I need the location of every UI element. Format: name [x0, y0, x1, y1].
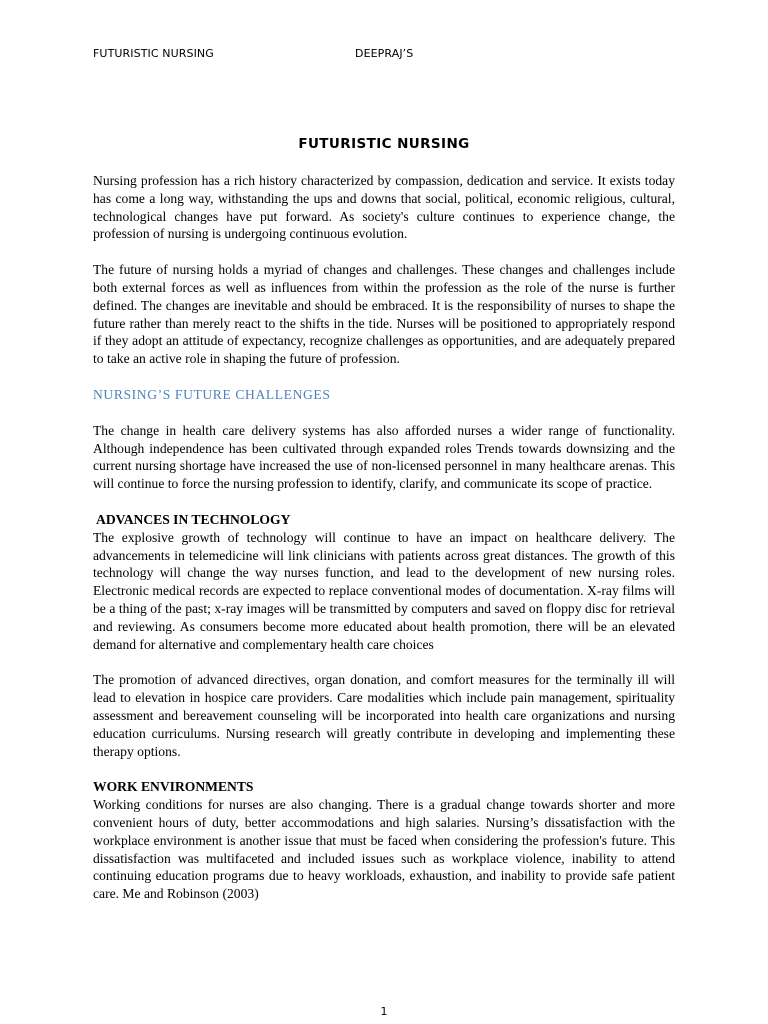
work-heading: WORK ENVIRONMENTS: [93, 779, 254, 795]
future-paragraph: The future of nursing holds a myriad of changes and challenges. These changes and challenges include both external forces as well as influences from within the profession as the role of the nurse is further defined. The changes are inevitable and should be embraced. It is the responsibility of nurses to shape the future rather than merely react to the shifts in the tide. Nurses will be positioned to appropriately respond if they adopt an attitude of expectancy, recognize challenges as opportunities, and are adequately prepared to take an active role in shaping the future of profession.: [93, 262, 675, 367]
intro-paragraph: Nursing profession has a rich history characterized by compassion, dedication and service. It exists today has come a long way, withstanding the ups and downs that social, political, economic religious, cultural, technological changes have put forward. As society's culture continues to experience change, the profession of nursing is undergoing continuous evolution.: [93, 173, 675, 242]
challenges-heading: NURSING’S FUTURE CHALLENGES: [93, 386, 331, 402]
technology-paragraph-1: The explosive growth of technology will continue to have an impact on healthcare delivery. The advancements in telemedicine will link clinicians with patients across great distances. The growth of this technology will change the way nurses function, and lead to the development of new nursing roles. Electronic medical records are expected to replace conventional modes of documentation. X-ray films will be a thing of the past; x-ray images will be transmitted by computers and saved on floppy disc for retrieval and reviewing. As consumers become more educated about health promotion, there will be an elevated demand for alternative and complementary health care choices: [93, 529, 675, 652]
page-number: 1: [380, 1005, 388, 1018]
technology-heading: ADVANCES IN TECHNOLOGY: [96, 511, 291, 527]
technology-paragraph-2: The promotion of advanced directives, organ donation, and comfort measures for the terminally ill will lead to elevation in hospice care providers. Care modalities which include pain management, spirituality assessment and bereavement counseling will be incorporated into health care organizations and nursing education curriculums. Nursing research will greatly contribute in developing and implementing these therapy options.: [93, 672, 675, 759]
work-paragraph: Working conditions for nurses are also changing. There is a gradual change towards shorter and more convenient hours of duty, better accommodations and high salaries. Nursing’s dissatisfaction with the workplace environment is another issue that must be faced when considering the profession's future. This dissatisfaction was multifaceted and included issues such as workplace violence, inability to attend continuing education programs due to heavy workloads, exhaustion, and inability to provide safe patient care. Me and Robinson (2003): [93, 797, 675, 902]
header-right-text: DEEPRAJ’S: [355, 47, 414, 60]
challenges-paragraph: The change in health care delivery systems has also afforded nurses a wider range of functionality. Although independence has been cultivated through expanded roles Trends towards downsizing and the current nursing shortage have increased the use of non-licensed personnel in many healthcare arenas. This will continue to force the nursing profession to identify, clarify, and communicate its scope of practice.: [93, 422, 675, 492]
document-title: FUTURISTIC NURSING: [298, 136, 470, 152]
document-body: [93, 172, 675, 903]
header-left-text: FUTURISTIC NURSING: [93, 47, 214, 60]
